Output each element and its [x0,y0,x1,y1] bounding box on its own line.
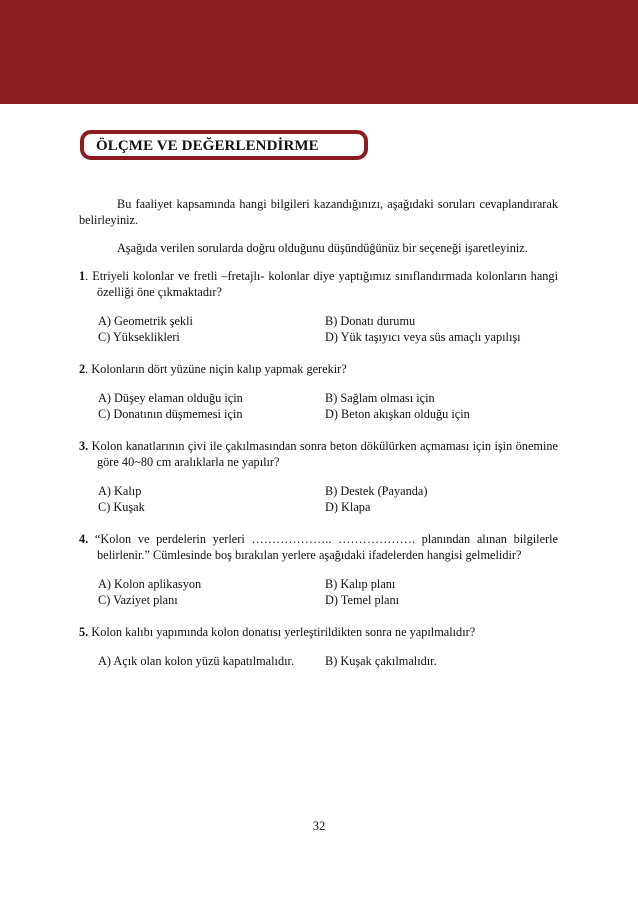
option-a[interactable]: A) Geometrik şekli [98,314,193,328]
intro-paragraph: Bu faaliyet kapsamında hangi bilgileri kazandığınızı, aşağıdaki soruları cevaplandırarak belirleyiniz. [79,197,558,227]
option-a[interactable]: A) Açık olan kolon yüzü kapatılmalıdır. [98,654,295,668]
option-row [98,483,558,499]
option-b[interactable]: B) Donatı durumu [325,314,416,328]
option-a[interactable]: A) Kolon aplikasyon [98,577,202,591]
page-number: 32 [312,819,326,833]
options [98,653,558,669]
question-text [79,438,558,470]
option-d[interactable]: D) Temel planı [325,593,400,607]
option-row [98,592,558,608]
question-stem: “Kolon ve perdelerin yerleri ……………….. ………………. planından alınan bilgilerle belirlenir.” Cümlesinde boş bırakılan yerlere aşağıdaki ifadelerden hangisi gelmelidir? [88,532,558,562]
option-d[interactable]: D) Klapa [325,500,371,514]
question-number: 2 [79,362,86,376]
question-number: 4. [79,532,89,546]
question-stem: Kolon kanatlarının çivi ile çakılmasından sonra beton dökülürken açmaması için işin önemine göre 40~80 cm aralıklarla ne yapılır? [88,439,558,469]
section-title: ÖLÇME VE DEĞERLENDİRME [96,138,319,154]
assessment-content [79,196,558,685]
option-row [98,313,558,329]
question-text [79,624,558,640]
question-4 [79,531,558,608]
question-number: 5. [79,625,89,639]
question-2 [79,361,558,422]
option-a[interactable]: A) Kalıp [98,484,142,498]
option-a[interactable]: A) Düşey elaman olduğu için [98,391,243,405]
option-c[interactable]: C) Vaziyet planı [98,593,178,607]
question-text [79,268,558,300]
options [98,576,558,608]
instruction-paragraph: Aşağıda verilen sorularda doğru olduğunu düşündüğünüz bir seçeneği işaretleyiniz. [117,241,528,255]
option-row [98,499,558,515]
option-b[interactable]: B) Destek (Payanda) [325,484,428,498]
option-b[interactable]: B) Kalıp planı [325,577,396,591]
question-text [79,361,558,377]
header-band [0,0,638,104]
section-banner [80,130,368,160]
question-stem: . Etriyeli kolonlar ve fretli –fretajlı- kolonlar diye yaptığımız sınıflandırmada kolonların hangi özelliği öne çıkmaktadır? [85,269,558,299]
option-b[interactable]: B) Sağlam olması için [325,391,435,405]
option-d[interactable]: D) Beton akışkan olduğu için [325,407,470,421]
question-1 [79,268,558,345]
option-row [98,576,558,592]
question-text [79,531,558,563]
option-row [98,406,558,422]
option-row [98,390,558,406]
options [98,483,558,515]
option-b[interactable]: B) Kuşak çakılmalıdır. [325,654,437,668]
options [98,313,558,345]
option-d[interactable]: D) Yük taşıyıcı veya süs amaçlı yapılışı [325,330,521,344]
question-number: 1 [79,269,86,283]
question-number: 3. [79,439,89,453]
question-stem: Kolon kalıbı yapımında kolon donatısı yerleştirildikten sonra ne yapılmalıdır? [88,625,476,639]
option-c[interactable]: C) Kuşak [98,500,145,514]
question-stem: . Kolonların dört yüzüne niçin kalıp yapmak gerekir? [85,362,347,376]
option-row [98,329,558,345]
question-5 [79,624,558,669]
option-c[interactable]: C) Yükseklikleri [98,330,180,344]
options [98,390,558,422]
option-c[interactable]: C) Donatının düşmemesi için [98,407,243,421]
option-row [98,653,558,669]
question-3 [79,438,558,515]
